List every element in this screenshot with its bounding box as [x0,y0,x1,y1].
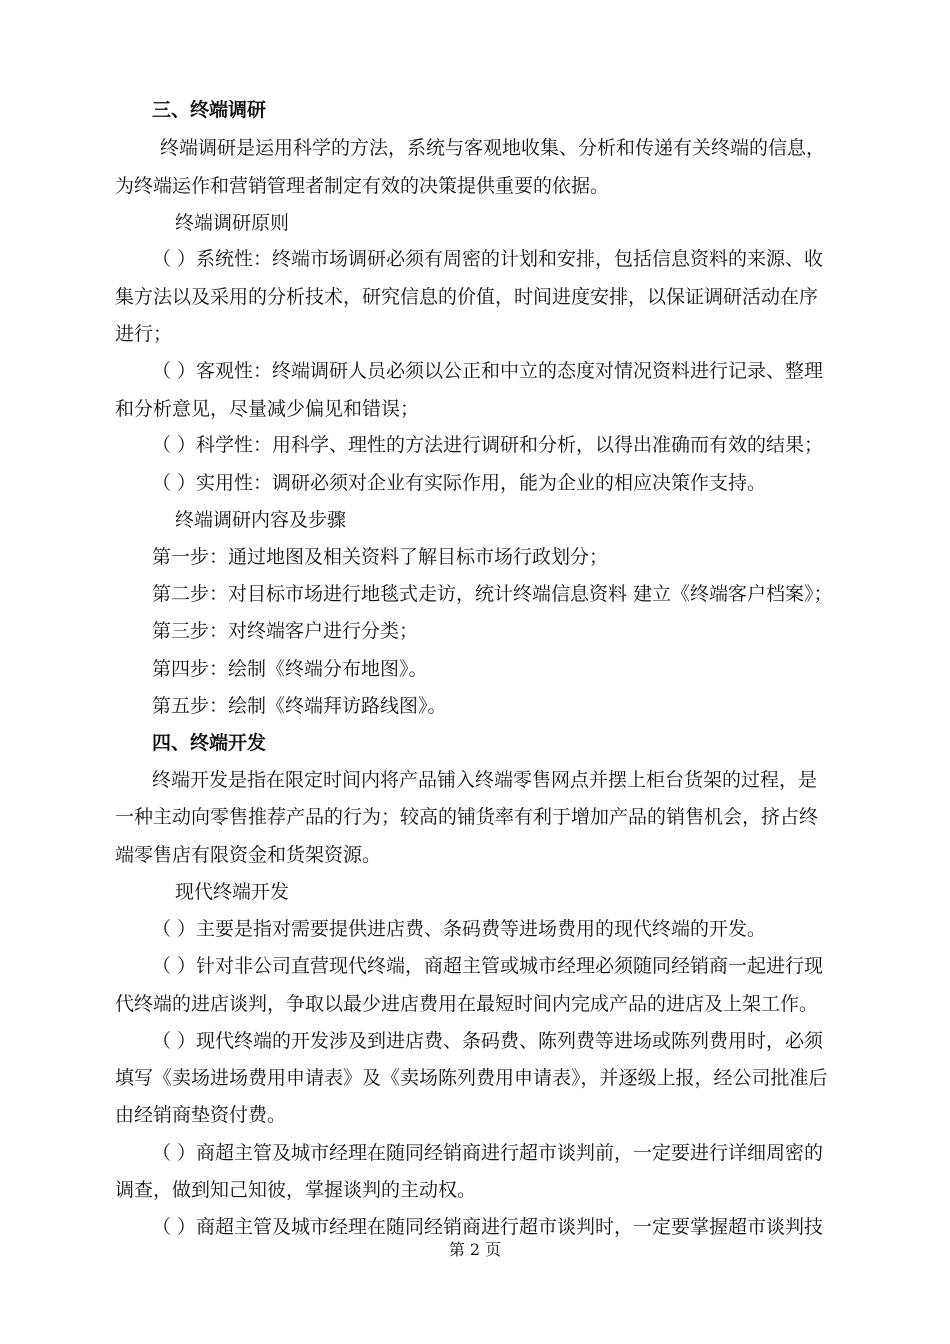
step-line: 第五步：绘制《终端拜访路线图》。 [152,695,447,717]
paragraph-line: （ ）商超主管及城市经理在随同经销商进行超市谈判前，一定要进行详细周密的 [152,1142,824,1164]
paragraph-line: （ ）商超主管及城市经理在随同经销商进行超市谈判时，一定要掌握超市谈判技 [152,1216,824,1238]
paragraph-line: 代终端的进店谈判，争取以最少进店费用在最短时间内完成产品的进店及上架工作。 [115,993,819,1015]
step-line: 第二步：对目标市场进行地毯式走访，统计终端信息资料 建立《终端客户档案》； [152,583,833,605]
paragraph-line: 终端调研是运用科学的方法，系统与客观地收集、分析和传递有关终端的信息， [160,137,826,159]
paragraph-line: 集方法以及采用的分析技术，研究信息的价值，时间进度安排，以保证调研活动在序 [115,286,819,308]
subheading-steps: 终端调研内容及步骤 [175,509,347,531]
paragraph-line: 为终端运作和营销管理者制定有效的决策提供重要的依据。 [115,175,610,197]
paragraph-line: （ ）实用性：调研必须对企业有实际作用，能为企业的相应决策作支持。 [152,472,767,494]
paragraph-line: 一种主动向零售推荐产品的行为；较高的铺货率有利于增加产品的销售机会，挤占终 [115,806,819,828]
page-number: 第 2 页 [448,1240,502,1259]
paragraph-line: 端零售店有限资金和货架资源。 [115,844,382,866]
step-line: 第三步：对终端客户进行分类； [152,620,419,642]
paragraph-line: （ ）针对非公司直营现代终端，商超主管或城市经理必须随同经销商一起进行现 [152,955,824,977]
paragraph-line: （ ）现代终端的开发涉及到进店费、条码费、陈列费等进场或陈列费用时，必须 [152,1030,824,1052]
step-line: 第一步：通过地图及相关资料了解目标市场行政划分； [152,546,609,568]
paragraph-line: （ ）主要是指对需要提供进店费、条码费等进场费用的现代终端的开发。 [152,918,767,940]
paragraph-line: 由经销商垫资付费。 [115,1104,287,1126]
subheading-modern: 现代终端开发 [175,881,290,903]
paragraph-line: （ ）系统性：终端市场调研必须有周密的计划和安排，包括信息资料的来源、收 [152,248,824,270]
section3-heading: 三、终端调研 [152,99,267,121]
step-line: 第四步：绘制《终端分布地图》。 [152,658,428,680]
paragraph-line: 调查，做到知己知彼，掌握谈判的主动权。 [115,1179,477,1201]
section4-heading: 四、终端开发 [152,732,267,754]
paragraph-line: （ ）科学性：用科学、理性的方法进行调研和分析，以得出准确而有效的结果； [152,434,824,456]
paragraph-line: 终端开发是指在限定时间内将产品铺入终端零售网点并摆上柜台货架的过程，是 [152,769,818,791]
subheading-principles: 终端调研原则 [175,212,290,234]
paragraph-line: 填写《卖场进场费用申请表》及《卖场陈列费用申请表》，并逐级上报，经公司批准后 [115,1067,828,1089]
paragraph-line: 和分析意见，尽量减少偏见和错误； [115,398,420,420]
paragraph-line: （ ）客观性：终端调研人员必须以公正和中立的态度对情况资料进行记录、整理 [152,360,824,382]
paragraph-line: 进行； [115,323,173,345]
